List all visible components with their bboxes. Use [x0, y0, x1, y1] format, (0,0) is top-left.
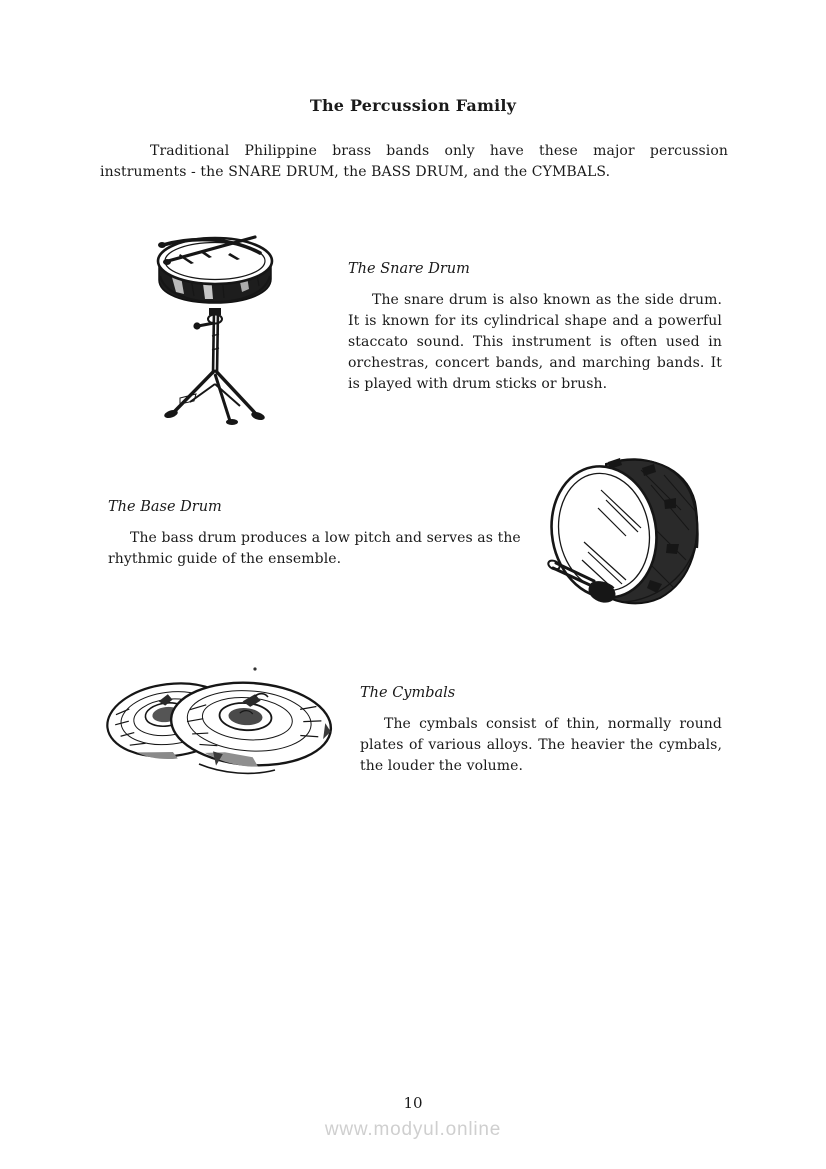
cymbals-icon — [103, 656, 335, 788]
bass-drum-illustration — [546, 450, 708, 615]
watermark-text: www.modyul.online — [324, 1119, 502, 1140]
snare-heading: The Snare Drum — [348, 261, 470, 277]
cymbals-heading: The Cymbals — [360, 685, 456, 701]
snare-section — [348, 260, 722, 395]
bass-section — [108, 498, 544, 570]
cymbals-illustration — [103, 656, 335, 788]
cymbals-section — [360, 684, 722, 777]
bass-paragraph: The bass drum produces a low pitch and serves as the rhythmic guide of the ensemble. — [108, 530, 521, 567]
page-title: The Percussion Family — [309, 96, 517, 115]
page-number: 10 — [403, 1094, 423, 1112]
snare-paragraph: The snare drum is also known as the side drum. It is known for its cylindrical shape and a powerful staccato sound. This instrument is often used in orchestras, concert bands, and marching bands. It is played with drum sticks or brush. — [348, 292, 722, 392]
bass-heading: The Base Drum — [108, 499, 222, 515]
cymbals-paragraph: The cymbals consist of thin, normally round plates of various alloys. The heavier the cymbals, the louder the volume. — [360, 716, 722, 774]
bass-drum-icon — [546, 450, 708, 615]
intro-paragraph: Traditional Philippine brass bands only have these major percussion instruments - the SNARE DRUM, the BASS DRUM, and the CYMBALS. — [100, 143, 728, 180]
snare-drum-icon — [150, 224, 282, 426]
snare-drum-illustration — [150, 224, 282, 426]
